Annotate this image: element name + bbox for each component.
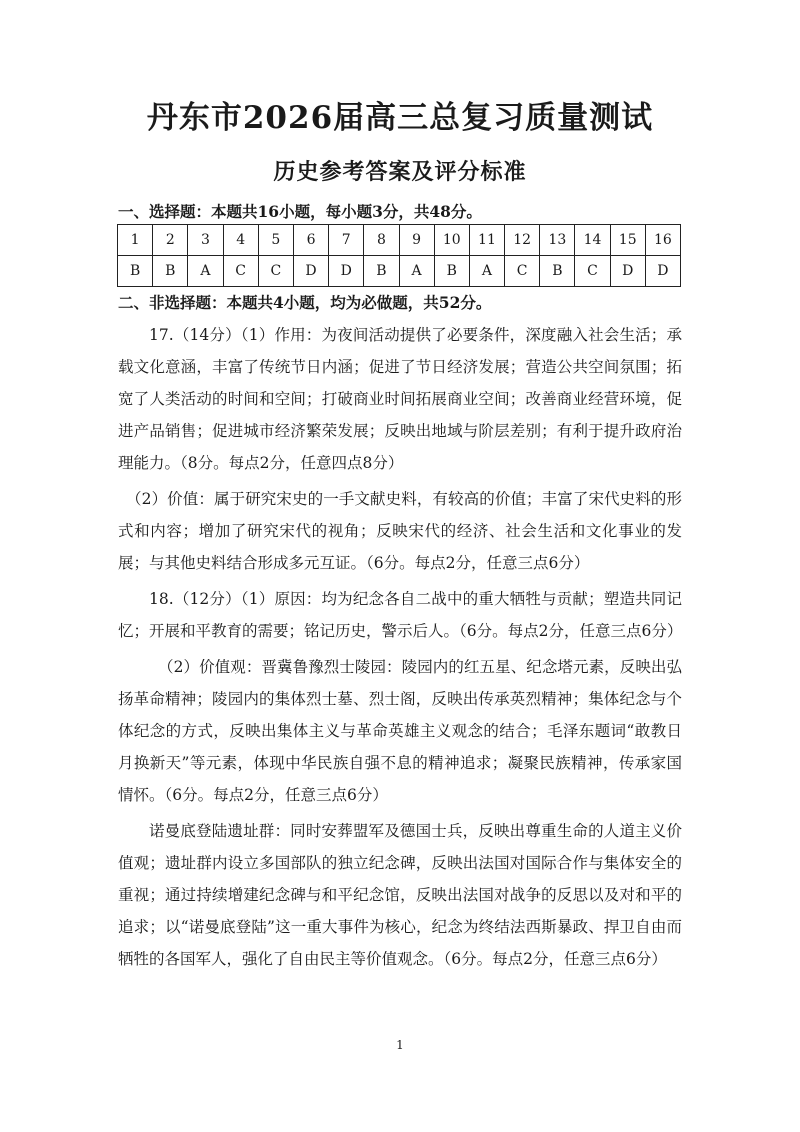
answer-cell: C [575,256,610,287]
answer-cell: C [223,256,258,287]
question-number-cell: 10 [434,225,469,256]
q17-part2: （2）价值：属于研究宋史的一手文献史料，有较高的价值；丰富了宋代史料的形式和内容；增加了研究宋代的视角；反映宋代的经济、社会生活和文化事业的发展；与其他史料结合形成多元互证。（6分。每点2分，任意三点6分） [118,490,682,572]
answer-cell: D [293,256,328,287]
question-number-cell: 14 [575,225,610,256]
q18-part3: 诺曼底登陆遗址群：同时安葬盟军及德国士兵，反映出尊重生命的人道主义价值观；遗址群内设立多国部队的独立纪念碑，反映出法国对国际合作与集体安全的重视；通过持续增建纪念碑与和平纪念馆，反映出法国对战争的反思以及对和平的追求；以“诺曼底登陆”这一重大事件为核心，纪念为终结法西斯暴政、捍卫自由而牺牲的各国军人，强化了自由民主等价值观念。（6分。每点2分，任意三点6分） [118,822,682,968]
answer-cell: B [153,256,188,287]
answer-table-number-row [118,225,681,256]
answer-cell: A [399,256,434,287]
page-number: 1 [396,1038,404,1052]
answer-cell: D [645,256,680,287]
q18-part2: （2）价值观：晋冀鲁豫烈士陵园：陵园内的红五星、纪念塔元素，反映出弘扬革命精神；陵园内的集体烈士墓、烈士阁，反映出传承英烈精神；集体纪念与个体纪念的方式，反映出集体主义与革命英雄主义观念的结合；毛泽东题词“敢教日月换新天”等元素，体现中华民族自强不息的精神追求；凝聚民族精神，传承家国情怀。（6分。每点2分，任意三点6分） [118,658,682,804]
section1-heading: 一、选择题：本题共16小题，每小题3分，共48分。 [118,202,482,221]
answer-body [118,319,682,975]
answer-cell: D [610,256,645,287]
question-number-cell: 16 [645,225,680,256]
question-number-cell: 12 [505,225,540,256]
answer-cell: A [469,256,504,287]
answer-cell: D [329,256,364,287]
question-number-cell: 4 [223,225,258,256]
question-number-cell: 5 [258,225,293,256]
answer-cell: B [364,256,399,287]
question-number-cell: 6 [293,225,328,256]
answer-table-answer-row [118,256,681,287]
answer-table [117,224,681,287]
question-number-cell: 3 [188,225,223,256]
question-number-cell: 11 [469,225,504,256]
answer-cell: B [434,256,469,287]
page-title: 丹东市2026届高三总复习质量测试 [146,100,654,136]
answer-cell: C [258,256,293,287]
answer-cell: A [188,256,223,287]
question-number-cell: 1 [118,225,153,256]
question-number-cell: 9 [399,225,434,256]
question-number-cell: 7 [329,225,364,256]
answer-cell: B [118,256,153,287]
answer-cell: C [505,256,540,287]
question-number-cell: 15 [610,225,645,256]
answer-cell: B [540,256,575,287]
section2-heading: 二、非选择题：本题共4小题，均为必做题，共52分。 [118,293,492,312]
question-number-cell: 2 [153,225,188,256]
page-subtitle: 历史参考答案及评分标准 [273,159,527,185]
question-number-cell: 13 [540,225,575,256]
question-number-cell: 8 [364,225,399,256]
q17-part1: 17.（14分）（1）作用：为夜间活动提供了必要条件，深度融入社会生活；承载文化意涵，丰富了传统节日内涵；促进了节日经济发展；营造公共空间氛围；拓宽了人类活动的时间和空间；打破商业时间拓展商业空间；改善商业经营环境，促进产品销售；促进城市经济繁荣发展；反映出地域与阶层差别；有利于提升政府治理能力。（8分。每点2分，任意四点8分） [118,326,682,472]
q18-part1: 18.（12分）（1）原因：均为纪念各自二战中的重大牺牲与贡献；塑造共同记忆；开展和平教育的需要；铭记历史，警示后人。（6分。每点2分，任意三点6分） [118,590,683,640]
